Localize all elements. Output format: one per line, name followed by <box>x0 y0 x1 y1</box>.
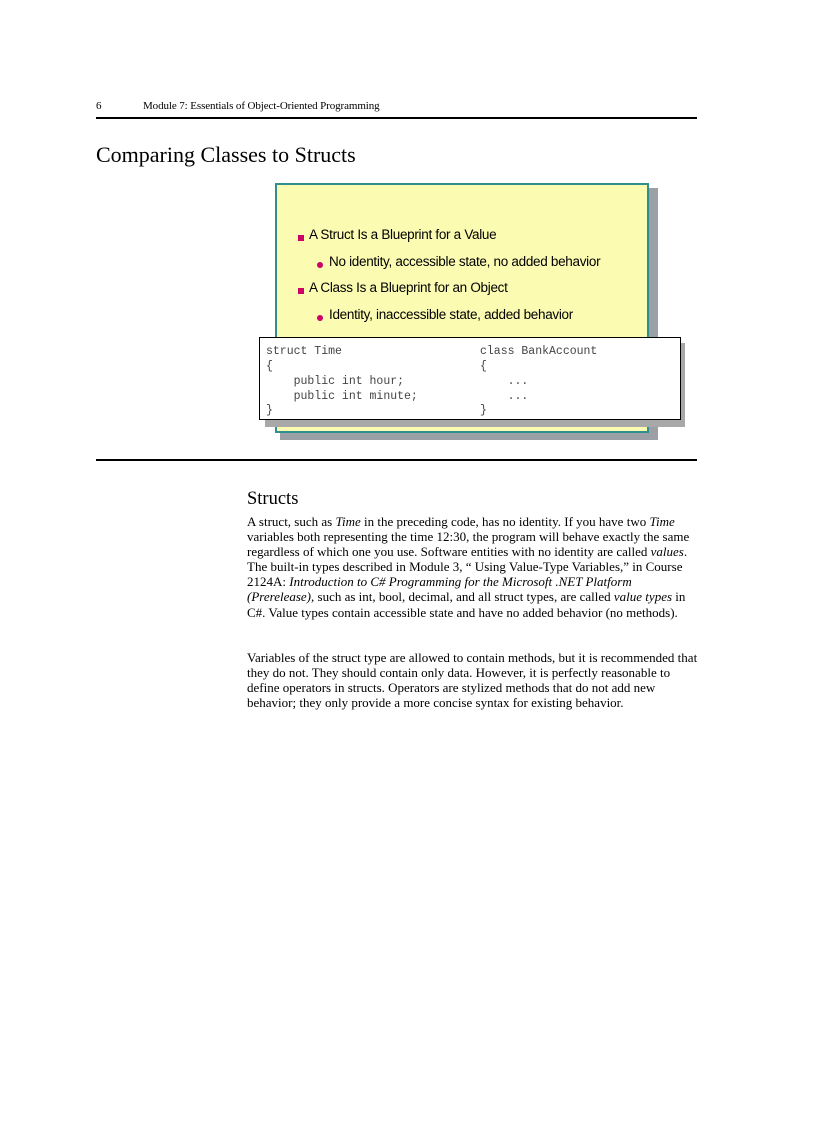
paragraph-2: Variables of the struct type are allowed to contain methods, but it is recommended that they do not. They should contain only data. However, it is perfectly reasonable to define operators in structs. Operators are stylized methods that do not add new behavior; they only provide a more concise syntax for existing behavior. <box>247 650 698 711</box>
header-rule <box>96 117 697 119</box>
slide-subbullet-2: Identity, inaccessible state, added behavior <box>329 307 573 322</box>
code-line: ... <box>480 375 529 388</box>
page-title: Comparing Classes to Structs <box>96 142 356 167</box>
code-line: } <box>266 404 273 417</box>
code-line: public int minute; <box>266 390 418 403</box>
code-line: { <box>480 360 487 373</box>
code-line: ... <box>480 390 529 403</box>
code-line: struct Time <box>266 345 342 358</box>
page-number: 6 <box>96 100 102 112</box>
square-bullet-icon <box>298 235 304 241</box>
code-line: { <box>266 360 273 373</box>
paragraph-1: A struct, such as Time in the preceding code, has no identity. If you have two Time variables both representing the time 12:30, the program will behave exactly the same regardless of which one you use. Software entities with no identity are called values. The built-in types described in Module 3, “ Using Value-Type Variables,” in Course 2124A: Introduction to C# Programming for the Microsoft .NET Platform (Prerelease), such as int, bool, decimal, and all struct types, are called value types in C#. Value types contain accessible state and have no added behavior (no methods). <box>247 514 690 620</box>
slide-subbullet-1: No identity, accessible state, no added behavior <box>329 254 601 269</box>
section-title: Structs <box>247 489 299 509</box>
round-bullet-icon <box>317 315 323 321</box>
slide-bullet-1: A Struct Is a Blueprint for a Value <box>309 227 497 242</box>
code-line: class BankAccount <box>480 345 598 358</box>
code-line: } <box>480 404 487 417</box>
running-header: Module 7: Essentials of Object-Oriented Programming <box>143 100 380 112</box>
slide-bullet-2: A Class Is a Blueprint for an Object <box>309 280 508 295</box>
section-rule <box>96 459 697 461</box>
code-line: public int hour; <box>266 375 405 388</box>
code-box <box>259 337 681 420</box>
square-bullet-icon <box>298 288 304 294</box>
round-bullet-icon <box>317 262 323 268</box>
